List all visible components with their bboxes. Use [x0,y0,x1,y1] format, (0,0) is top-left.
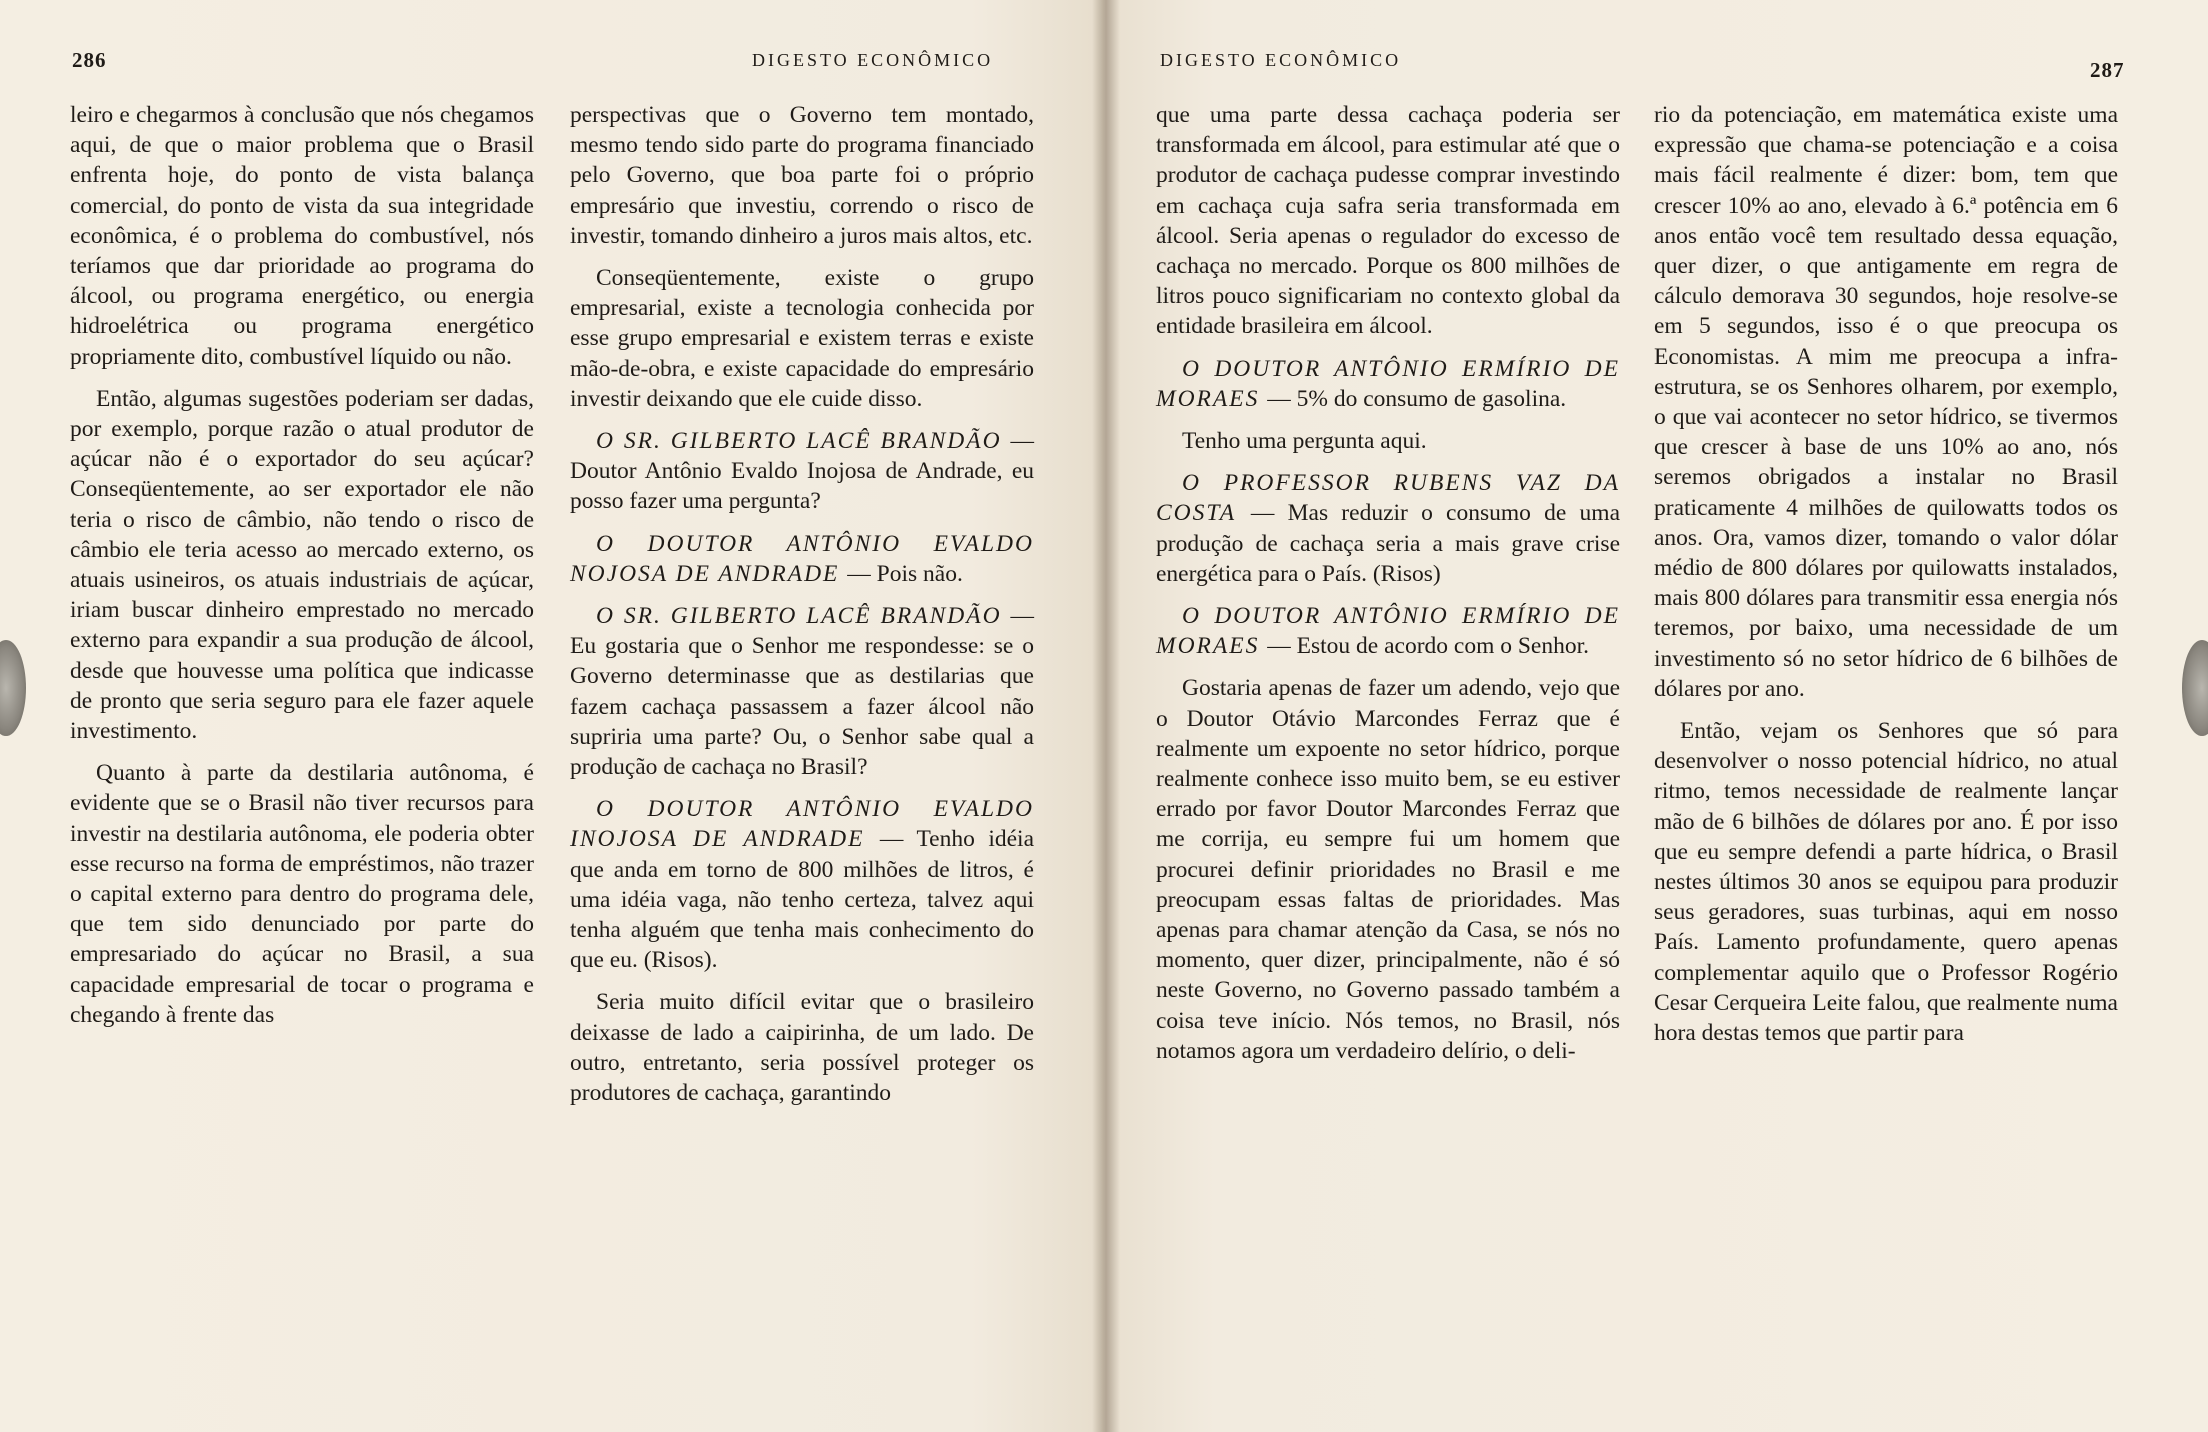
paragraph: Então, algumas sugestões poderiam ser dadas, por exemplo, porque razão o atual produtor de açúcar não é o exportador do seu açúcar? Conseqüentemente, ao ser exportador ele não teria o risco de câmbio, não tendo o risco de câmbio ele teria acesso ao mercado externo, os atuais usineiros, os atuais industriais de açúcar, iriam buscar dinheiro emprestado no mercado externo para expandir a sua produção de álcool, desde que houvesse uma política que indicasse de pronto que seria seguro para ele fazer aquele investimento. [70,385,534,745]
speaker-name: O DOUTOR ANTÔNIO EVALDO INOJOSA DE ANDRADE [570,796,1034,853]
text-column [570,100,1034,1120]
speaker-name: O DOUTOR ANTÔNIO ERMÍRIO DE MORAES [1156,603,1620,660]
page-number: 286 [72,48,107,72]
speaker-name: O DOUTOR ANTÔNIO EVALDO NOJOSA DE ANDRADE [570,530,1034,587]
paragraph: Então, vejam os Senhores que só para desenvolver o nosso potencial hídrico, no atual ritmo, temos necessidade de realmente lançar mão de 6 bilhões de dólares por ano. É por isso que eu sempre defendi a parte hídrica, o Brasil nestes últimos 30 anos se equipou para produzir seus geradores, suas turbinas, aqui em nosso País. Lamento profundamente, quero apenas complementar aquilo que o Professor Rogério Cesar Cerqueira Leite falou, que realmente numa hora destas temos que partir para [1654,718,2118,1047]
speaker-name: O PROFESSOR RUBENS VAZ DA COSTA [1156,470,1620,527]
speaker-paragraph [570,426,1034,517]
speaker-text: — Mas reduzir o consumo de uma produção de cachaça seria a mais grave crise energética para o País. (Risos) [1156,500,1621,587]
page-number: 287 [2090,58,2125,82]
speaker-text: — Pois não. [847,560,963,587]
paragraph: Conseqüentemente, existe o grupo empresarial, existe a tecnologia conhecida por esse grupo empresarial e existem terras e existe mão-de-obra, e existe capacidade do empresário investir deixando que ele cuide disso. [570,265,1034,412]
speaker-name: O DOUTOR ANTÔNIO ERMÍRIO DE MORAES [1156,355,1620,412]
right-page [1104,0,2208,1432]
speaker-text: — 5% do consumo de gasolina. [1267,385,1567,412]
speaker-paragraph [1156,354,1620,414]
speaker-text: — Tenho idéia que anda em torno de 800 milhões de litros, é uma idéia vaga, não tenho certeza, talvez aqui tenha alguém que tenha mais conhecimento do que eu. (Risos). [570,826,1035,974]
speaker-paragraph [1156,468,1620,589]
continued-paragraph: leiro e chegarmos à conclusão que nós chegamos aqui, de que o maior problema que o Brasil enfrenta hoje, do ponto de vista balança comercial, do ponto de vista da sua integridade econômica, é o problema do combustível, nós teríamos que dar prioridade ao programa do álcool, ou programa energético, ou energia hidroelétrica ou programa energético propriamente dito, combustível líquido ou não. [70,102,534,370]
text-column [70,100,534,1042]
paragraph: Seria muito difícil evitar que o brasileiro deixasse de lado a caipirinha, de um lado. De outro, entretanto, seria possível proteger os produtores de cachaça, garantindo [570,989,1034,1107]
speaker-paragraph [570,794,1034,975]
continued-paragraph: que uma parte dessa cachaça poderia ser transformada em álcool, para estimular até que o produtor de cachaça pudesse comprar investindo em cachaça cuja safra seria transformada em álcool. Seria apenas o regulador do excesso de cachaça no mercado. Porque os 800 milhões de litros pouco significariam no contexto global da entidade brasileira em álcool. [1156,102,1620,340]
speaker-name: O SR. GILBERTO LACÊ BRANDÃO [596,603,1002,630]
speaker-text: — Estou de acordo com o Senhor. [1267,633,1590,660]
book-gutter [1092,0,1120,1432]
text-column [1156,100,1620,1078]
paragraph: Gostaria apenas de fazer um adendo, vejo que o Doutor Otávio Marcondes Ferraz que é realmente um expoente no setor hídrico, porque realmente conhece isso muito bem, se eu estiver errado por favor Doutor Marcondes Ferraz que me corrija, eu sempre fui um homem que procurei definir prioridades no Brasil e me preocupam essas faltas de prioridades. Mas apenas para chamar atenção da Casa, se nós no momento, quer dizer, principalmente, não é só neste Governo, no Governo passado também a coisa teve início. Nós temos, no Brasil, nós notamos agora um verdadeiro delírio, o deli- [1156,675,1620,1064]
speaker-paragraph [570,529,1034,589]
text-column [1654,100,2118,1060]
speaker-name: O SR. GILBERTO LACÊ BRANDÃO [596,428,1002,455]
paragraph: Quanto à parte da destilaria autônoma, é evidente que se o Brasil não tiver recursos para investir na destilaria autônoma, ele poderia obter esse recurso na forma de empréstimos, não trazer o capital externo para dentro do programa dele, que tem sido denunciado por parte do empresariado do açúcar no Brasil, a sua capacidade empresarial de tocar o programa e chegando à frente das [70,760,534,1028]
speaker-paragraph [570,601,1034,782]
speaker-paragraph [1156,601,1620,661]
continued-paragraph: perspectivas que o Governo tem montado, mesmo tendo sido parte do programa financiado pelo Governo, que boa parte foi o próprio empresário que investiu, correndo o risco de investir, tomando dinheiro a juros mais altos, etc. [570,102,1034,249]
continued-paragraph: rio da potenciação, em matemática existe uma expressão que chama-se potenciação e a coisa mais fácil realmente é dizer: bom, tem que crescer 10% ao ano, elevado à 6.ª potência em 6 anos então você tem resultado dessa equação, quer dizer, o que antigamente em regra de cálculo demorava 30 segundos, hoje resolve-se em 5 segundos, isso é o que preocupa os Economistas. A mim me preocupa a infra-estrutura, se os Senhores olharem, por exemplo, o que vai acontecer no setor hídrico, se tivermos que crescer à base de uns 10% ao ano, nós seremos obrigados a instalar no Brasil praticamente 4 milhões de quilowatts todos os anos. Ora, vamos dizer, tomando o valor dólar médio de 800 dólares por quilowatts instalados, mais 800 dólares para transmitir essa energia nós teremos, por baixo, uma necessidade de um investimento só no setor hídrico de 6 bilhões de dólares por ano. [1654,102,2118,702]
speaker-text: — Eu gostaria que o Senhor me respondesse: se o Governo determinasse que as destilarias que fazem cachaça passassem a fazer álcool não supriria uma parte? Ou, o Senhor sabe qual a produção de cachaça no Brasil? [570,603,1034,781]
speaker-text: — Doutor Antônio Evaldo Inojosa de Andrade, eu posso fazer uma pergunta? [570,428,1034,515]
paragraph: Tenho uma pergunta aqui. [1182,428,1427,455]
running-header: DIGESTO ECONÔMICO [752,50,994,70]
running-header: DIGESTO ECONÔMICO [1160,50,1402,70]
